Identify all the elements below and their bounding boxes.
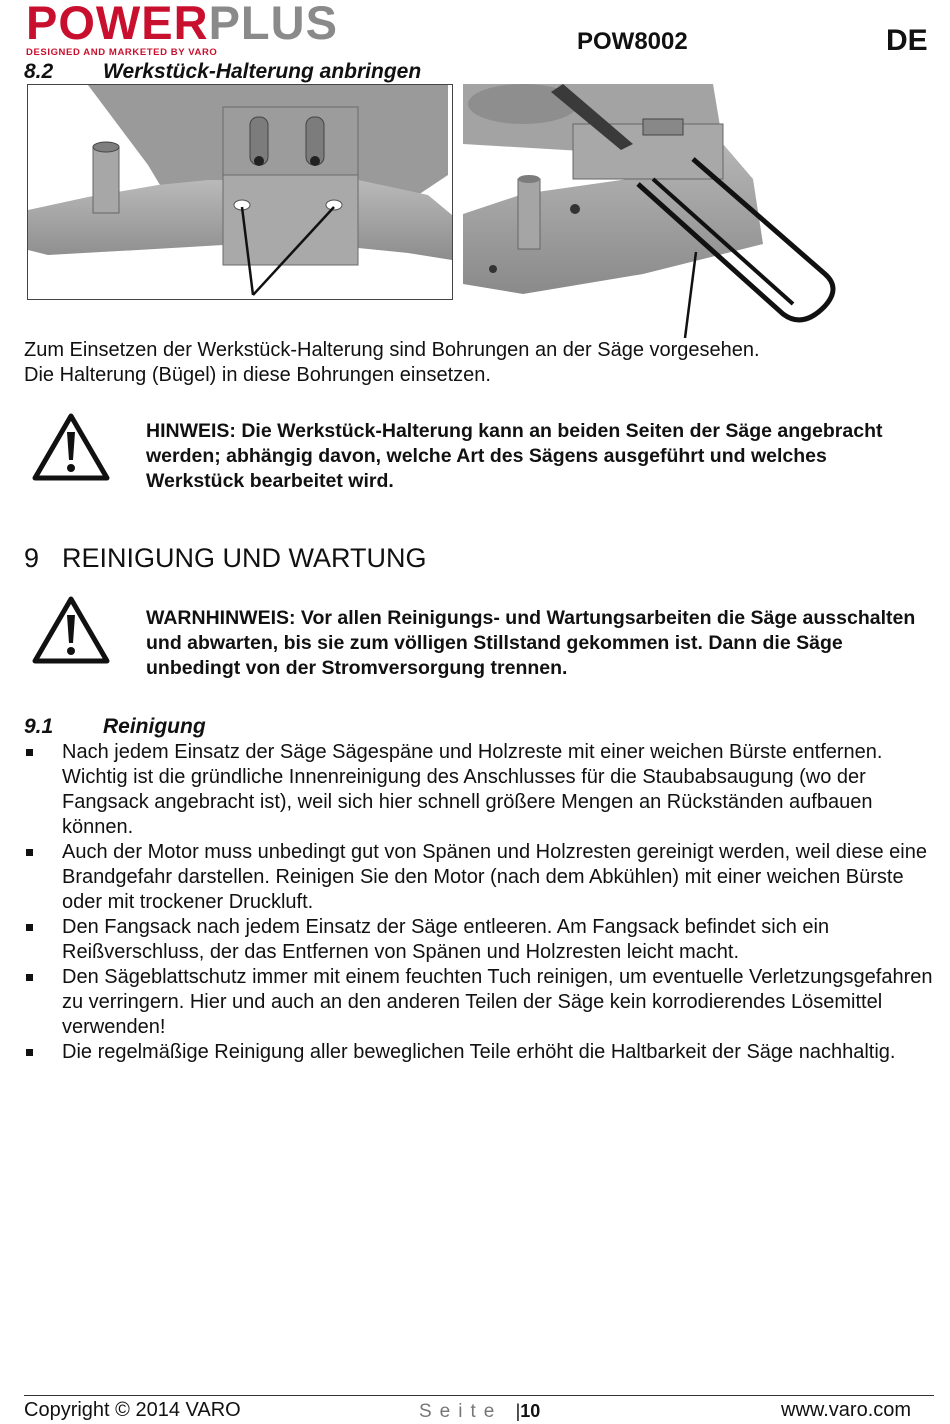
saw-base-illustration [28, 85, 452, 299]
list-item-text: Die regelmäßige Reinigung aller beweglichen Teile erhöht die Haltbarkeit der Säge nachhaltig. [62, 1041, 896, 1063]
page-label: Seite [419, 1401, 503, 1422]
footer-copyright: Copyright © 2014 VARO [24, 1399, 241, 1421]
bullet-square-icon [26, 924, 33, 931]
warnhinweis-note: WARNHINWEIS: Vor allen Reinigungs- und Wartungsarbeiten die Säge ausschalten und abwarten, bis sie zum völligen Stillstand gekommen ist. Dann die Säge unbedingt von der Stromversorgung trennen. [146, 607, 916, 679]
workpiece-holder-illustration [463, 84, 845, 338]
brand-logo [26, 0, 416, 56]
logo-plus: PLUS [208, 0, 338, 49]
bullet-square-icon [26, 749, 33, 756]
list-item [24, 965, 934, 1040]
bullet-square-icon [26, 849, 33, 856]
figure-workpiece-holder [463, 84, 845, 338]
warning-triangle-icon [32, 412, 110, 487]
bullet-square-icon [26, 1049, 33, 1056]
model-number: POW8002 [577, 28, 688, 55]
hinweis-note: HINWEIS: Die Werkstück-Halterung kann an beiden Seiten der Säge angebracht werden; abhängig davon, welche Art des Sägens ausgeführt und welches Werkstück bearbeitet wird. [146, 420, 883, 492]
footer-divider [24, 1395, 934, 1396]
list-item [24, 1040, 934, 1065]
warning-triangle-icon [32, 595, 110, 670]
figure-saw-base-holes [27, 84, 453, 300]
section-8-2-number: 8.2 [24, 60, 54, 83]
section-8-2-text-line1: Zum Einsetzen der Werkstück-Halterung sind Bohrungen an der Säge vorgesehen. [24, 339, 760, 361]
list-item [24, 915, 934, 965]
section-9-heading [24, 543, 427, 574]
page-number: 10 [520, 1401, 541, 1421]
page-separator: | [515, 1401, 521, 1421]
section-9-number: 9 [24, 543, 40, 573]
logo-wordmark [26, 0, 416, 49]
logo-tagline: DESIGNED AND MARKETED BY VARO [26, 47, 218, 58]
list-item-text: Auch der Motor muss unbedingt gut von Spänen und Holzresten gereinigt werden, weil diese eine Brandgefahr darstellen. Reinigen Sie den Motor (nach dem Abkühlen) mit einer weichen Bürste oder mit trockener Druckluft. [62, 841, 927, 913]
list-item-text: Den Sägeblattschutz immer mit einem feuchten Tuch reinigen, um eventuelle Verletzungsgefahren zu verringern. Hier und auch an den anderen Teilen der Säge kein korrodierendes Lösemittel verwenden! [62, 966, 933, 1038]
language-code: DE [886, 24, 928, 57]
section-9-1-number: 9.1 [24, 715, 54, 738]
section-9-1-title: Reinigung [103, 715, 206, 738]
footer-page-indicator [419, 1401, 540, 1423]
section-8-2-text-line2: Die Halterung (Bügel) in diese Bohrungen einsetzen. [24, 364, 491, 386]
list-item [24, 740, 934, 840]
list-item [24, 840, 934, 915]
bullet-square-icon [26, 974, 33, 981]
list-item-text: Den Fangsack nach jedem Einsatz der Säge entleeren. Am Fangsack befindet sich ein Reißverschluss, der das Entfernen von Spänen und Holzresten leicht macht. [62, 916, 830, 963]
section-8-2-title: Werkstück-Halterung anbringen [103, 60, 422, 83]
footer-website-link[interactable]: www.varo.com [781, 1399, 912, 1421]
cleaning-bullet-list [24, 740, 934, 1065]
list-item-text: Nach jedem Einsatz der Säge Sägespäne und Holzreste mit einer weichen Bürste entfernen. Wichtig ist die gründliche Innenreinigung des Anschlusses für die Staubabsaugung (wo der Fangsack angebracht ist), weil sich hier schnell größere Mengen an Rückständen aufbauen können. [62, 741, 883, 838]
section-9-title: REINIGUNG UND WARTUNG [62, 543, 427, 573]
logo-power: POWER [26, 0, 209, 49]
